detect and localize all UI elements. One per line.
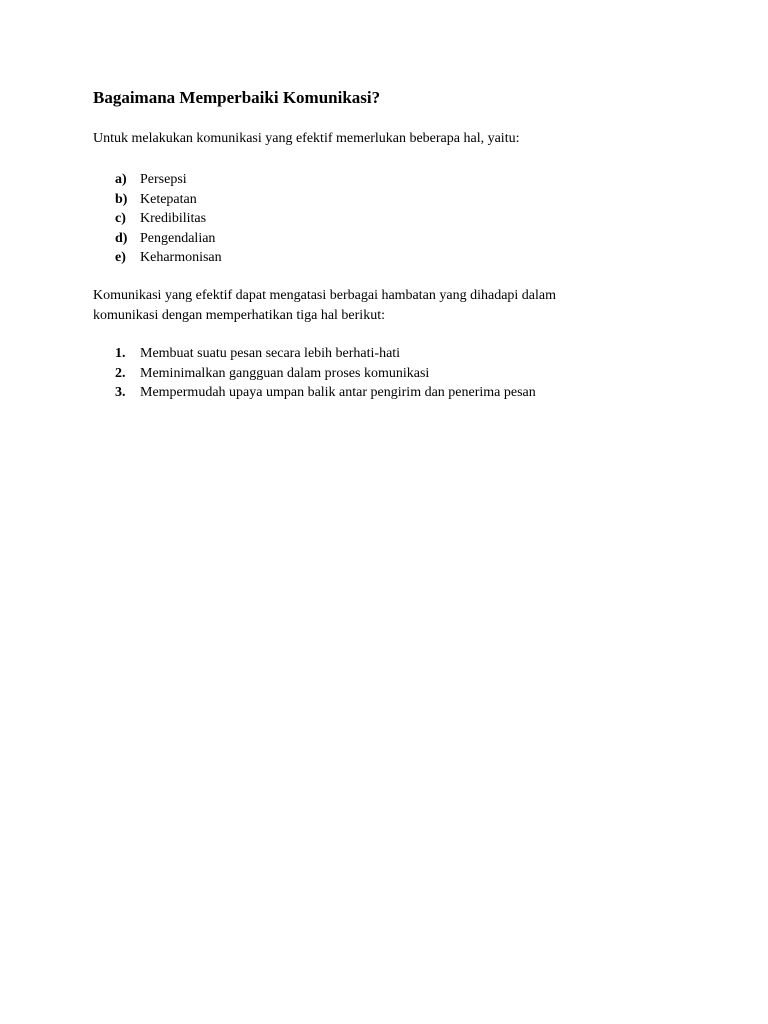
list-marker: a) [115,172,127,187]
list-marker: 3. [115,385,126,400]
paragraph-line: Komunikasi yang efektif dapat mengatasi berbagai hambatan yang dihadapi dalam [93,288,557,303]
paragraph-line: komunikasi dengan memperhatikan tiga hal berikut: [93,308,385,323]
list-item-text: Ketepatan [140,191,197,207]
list-item-text: Mempermudah upaya umpan balik antar pengirim dan penerima pesan [140,385,536,400]
list-item-text: Meminimalkan gangguan dalam proses komunikasi [140,365,430,381]
body-paragraph [93,286,556,326]
list-item-text: Persepsi [140,172,187,187]
list-marker: 2. [115,365,126,381]
list-item-text: Pengendalian [140,230,216,246]
list-marker: b) [115,191,128,207]
list-marker: d) [115,230,128,246]
page-title: Bagaimana Memperbaiki Komunikasi? [93,88,381,107]
list-marker: 1. [115,346,126,361]
list-item-text: Membuat suatu pesan secara lebih berhati-hati [140,346,401,361]
list-item-text: Kredibilitas [140,211,207,226]
list-item-text: Keharmonisan [140,250,222,265]
intro-paragraph: Untuk melakukan komunikasi yang efektif memerlukan beberapa hal, yaitu: [93,131,520,146]
list-marker: e) [115,250,126,265]
list-marker: c) [115,211,126,226]
